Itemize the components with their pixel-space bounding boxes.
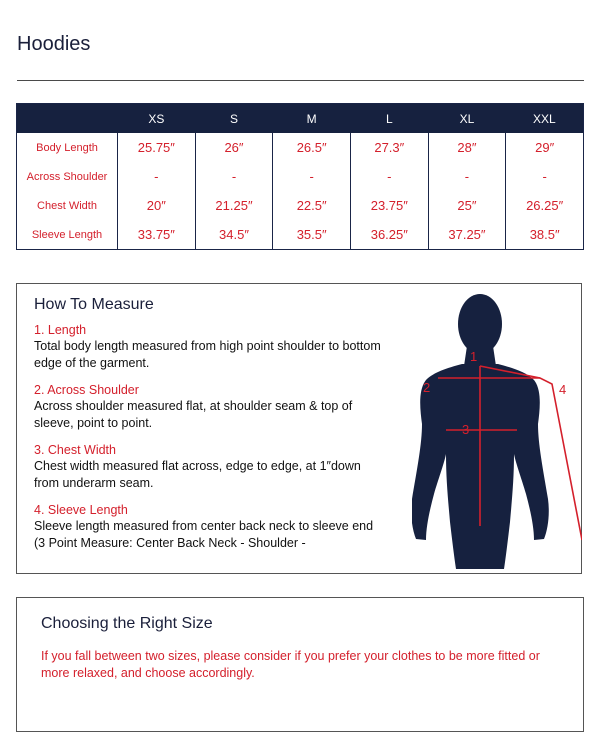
- size-header-row: [17, 104, 584, 134]
- table-row: [17, 162, 584, 191]
- header-cell-xxl: XXL: [506, 104, 584, 134]
- row-label: Body Length: [36, 141, 98, 154]
- table-cell: 25.75″: [118, 133, 196, 162]
- step-description: Sleeve length measured from center back neck to sleeve end (3 Point Measure: Center Back Neck - Shoulder -: [34, 519, 374, 550]
- figure-label-2: 2: [423, 380, 431, 395]
- table-row: [17, 220, 584, 250]
- size-chart-table: [16, 103, 584, 250]
- figure-label-1: 1: [470, 349, 478, 364]
- header-cell-m: M: [273, 104, 351, 134]
- table-cell: 28″: [428, 133, 506, 162]
- header-cell-s: S: [195, 104, 273, 134]
- measure-steps: [34, 322, 384, 562]
- table-cell: 23.75″: [350, 191, 428, 220]
- table-cell: 22.5″: [273, 191, 351, 220]
- table-row: [17, 133, 584, 162]
- header-cell-empty: [17, 104, 118, 134]
- choosing-size-text: If you fall between two sizes, please consider if you prefer your clothes to be more fitted or more relaxed, and choose accordingly.: [41, 649, 540, 680]
- measure-step: [34, 322, 384, 372]
- table-cell: 35.5″: [273, 220, 351, 250]
- table-cell: 25″: [428, 191, 506, 220]
- table-cell: -: [428, 162, 506, 191]
- table-cell: 26.25″: [506, 191, 584, 220]
- row-label: Sleeve Length: [31, 228, 103, 241]
- table-cell: 29″: [506, 133, 584, 162]
- table-row: [17, 191, 584, 220]
- measure-step: [34, 502, 384, 552]
- header-cell-xl: XL: [428, 104, 506, 134]
- table-cell: -: [273, 162, 351, 191]
- step-description: Total body length measured from high point shoulder to bottom edge of the garment.: [34, 339, 381, 370]
- table-cell: 27.3″: [350, 133, 428, 162]
- choosing-size-panel: [16, 597, 584, 732]
- table-cell: -: [350, 162, 428, 191]
- step-description: Chest width measured flat across, edge to edge, at 1″down from underarm seam.: [34, 459, 361, 490]
- measure-step: [34, 442, 384, 492]
- table-cell: -: [118, 162, 196, 191]
- page-title: Hoodies: [17, 33, 91, 55]
- table-cell: 36.25″: [350, 220, 428, 250]
- table-cell: -: [506, 162, 584, 191]
- table-cell: 20″: [118, 191, 196, 220]
- row-label: Chest Width: [37, 199, 97, 212]
- title-divider: [17, 80, 584, 81]
- table-cell: 33.75″: [118, 220, 196, 250]
- table-cell: 26″: [195, 133, 273, 162]
- step-heading: 2. Across Shoulder: [34, 383, 139, 397]
- step-heading: 4. Sleeve Length: [34, 503, 128, 517]
- table-cell: 38.5″: [506, 220, 584, 250]
- header-cell-l: L: [350, 104, 428, 134]
- figure-label-4: 4: [559, 382, 567, 397]
- row-label: Across Shoulder: [26, 170, 108, 183]
- table-cell: 21.25″: [195, 191, 273, 220]
- choosing-size-title: Choosing the Right Size: [41, 615, 213, 632]
- figure-label-3: 3: [462, 422, 470, 437]
- measure-step: [34, 382, 384, 432]
- header-cell-xs: XS: [118, 104, 196, 134]
- table-cell: -: [195, 162, 273, 191]
- step-heading: 1. Length: [34, 323, 87, 337]
- how-to-measure-panel: [16, 283, 582, 574]
- table-cell: 37.25″: [428, 220, 506, 250]
- body-silhouette-figure: [412, 294, 582, 569]
- table-cell: 34.5″: [195, 220, 273, 250]
- how-to-measure-title: How To Measure: [34, 296, 154, 313]
- table-cell: 26.5″: [273, 133, 351, 162]
- step-heading: 3. Chest Width: [34, 443, 116, 457]
- step-description: Across shoulder measured flat, at shoulder seam & top of sleeve, point to point.: [34, 399, 353, 430]
